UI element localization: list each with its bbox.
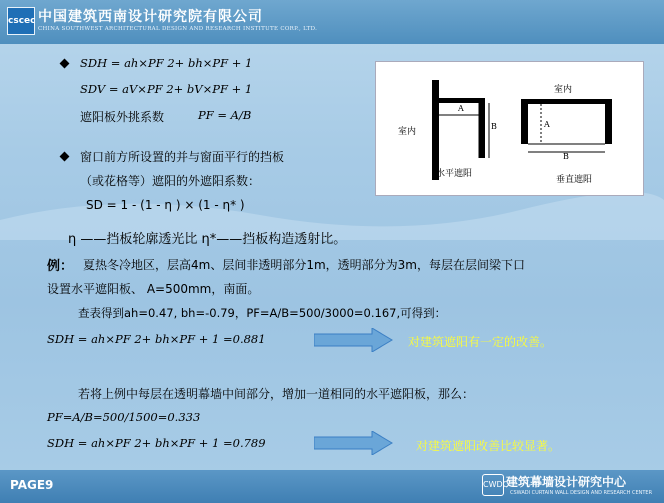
fig-right-indoor: 室内 (554, 85, 573, 95)
org-name-en: CHINA SOUTHWEST ARCHITECTURAL DESIGN AND RESEARCH INSTITUTE CORP., LTD. (38, 26, 318, 32)
example-result1: SDH = ah×PF 2+ bh×PF + 1 =0.881 (47, 332, 266, 346)
fig-label-b: B (491, 122, 497, 131)
example-result2: SDH = ah×PF 2+ bh×PF + 1 =0.789 (47, 436, 266, 450)
bullet2-line1: 窗口前方所设置的并与窗面平行的挡板 (80, 150, 285, 164)
note-2: 对建筑遮阳改善比较显著。 (416, 439, 561, 453)
company-logo: cscec (7, 7, 35, 35)
example-line2: 设置水平遮阳板、 A=500mm，南面。 (47, 282, 260, 296)
org-name-cn: 中国建筑西南设计研究院有限公司 (38, 9, 263, 25)
pf-label: 遮阳板外挑系数 (80, 110, 165, 124)
example-line3: 查表得到ah=0.47, bh=-0.79，PF=A/B=500/3000=0.167,可得到： (78, 306, 447, 320)
formula-sdh: SDH = ah×PF 2+ bh×PF + 1 (80, 56, 253, 70)
fig-left-indoor: 室内 (398, 127, 417, 137)
eta-definition: η ——挡板轮廓透光比 η*——挡板构造透射比。 (68, 232, 347, 247)
center-name-en: CSWADI CURTAIN WALL DESIGN AND RESEARCH CENTER (510, 490, 653, 496)
arrow-icon (314, 328, 394, 352)
note-1: 对建筑遮阳有一定的改善。 (408, 335, 553, 349)
bullet-icon (60, 59, 70, 69)
sd-formula: SD = 1 - (1 - η ) × (1 - η* ) (86, 198, 245, 212)
center-name-cn: 建筑幕墙设计研究中心 (506, 475, 627, 489)
page-number: PAGE9 (10, 478, 54, 492)
fig-left-caption: 水平遮阳 (436, 169, 473, 179)
formula-sdv: SDV = aV×PF 2+ bV×PF + 1 (80, 82, 253, 96)
arrow-icon (314, 431, 394, 455)
shading-diagram-svg (376, 62, 643, 195)
pf-equation: PF = A/B (198, 108, 252, 122)
shading-diagram (375, 61, 644, 196)
fig-label-b2: B (563, 152, 569, 161)
example-line4: 若将上例中每层在透明幕墙中间部分，增加一道相同的水平遮阳板，那么： (78, 387, 475, 401)
fig-label-a: A (458, 104, 464, 113)
header-bar (0, 0, 664, 44)
fig-label-a2: A (544, 120, 550, 129)
bullet-icon (60, 152, 70, 162)
example-label: 例： (47, 259, 74, 274)
fig-right-caption: 垂直遮阳 (556, 175, 593, 185)
example-line1: 夏热冬冷地区，层高4m、层间非透明部分1m，透明部分为3m，每层在层间梁下口 (83, 258, 525, 272)
center-logo: CWDC (482, 474, 504, 496)
example-line5: PF=A/B=500/1500=0.333 (47, 410, 201, 424)
bullet2-line2: （或花格等）遮阳的外遮阳系数： (80, 174, 261, 188)
